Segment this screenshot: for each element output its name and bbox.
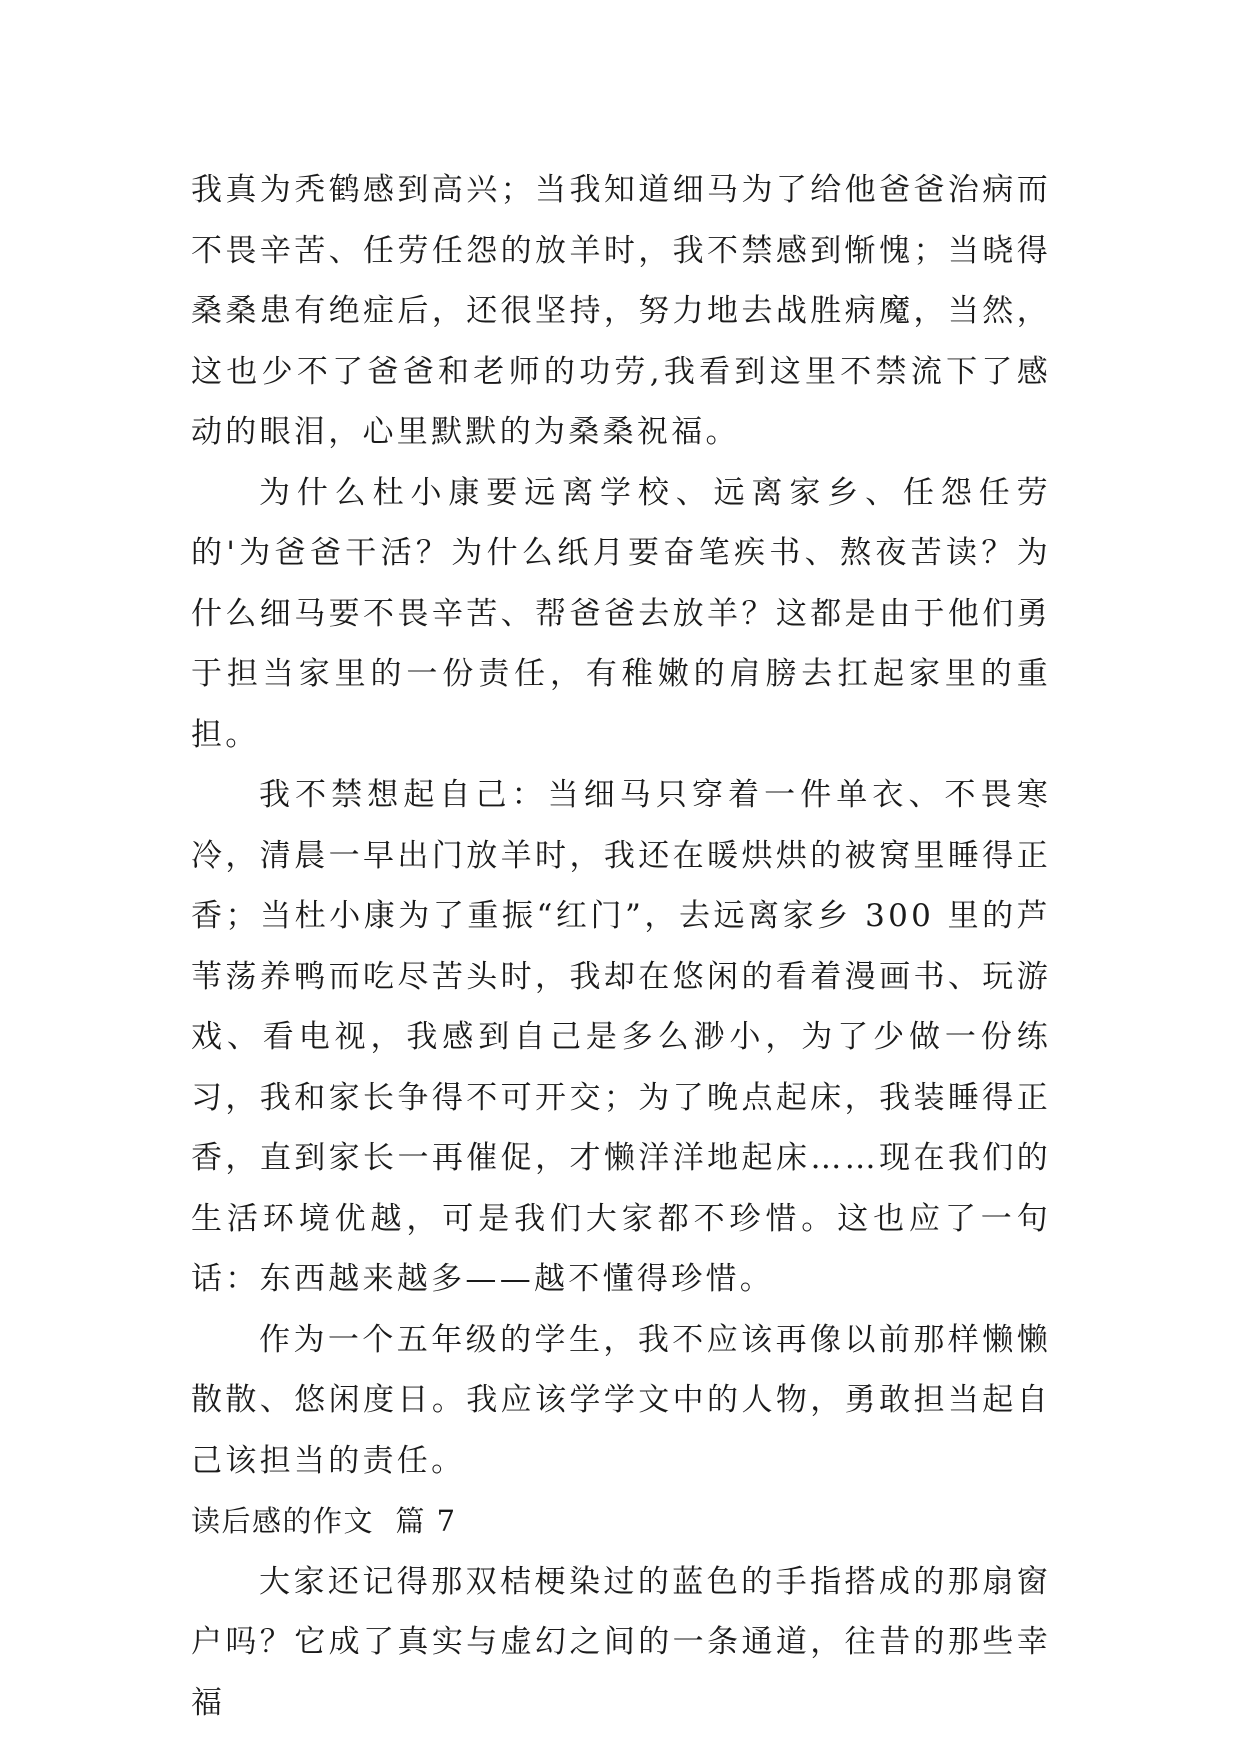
section-heading: 读后感的作文 篇 7: [191, 1504, 457, 1538]
paragraph: 大家还记得那双桔梗染过的蓝色的手指搭成的那扇窗户吗？它成了真实与虚幻之间的一条通道，往昔的那些幸福: [191, 1563, 1051, 1721]
paragraph: 为什么杜小康要远离学校、远离家乡、任怨任劳的'为爸爸干活？为什么纸月要奋笔疾书、熬夜苦读？为什么细马要不畏辛苦、帮爸爸去放羊？这都是由于他们勇于担当家里的一份责任，有稚嫩的肩膀去扛起家里的重担。: [191, 474, 1051, 753]
paragraph: 我不禁想起自己：当细马只穿着一件单衣、不畏寒冷，清晨一早出门放羊时，我还在暖烘烘的被窝里睡得正香；当杜小康为了重振“红门”，去远离家乡 300 里的芦苇荡养鸭而吃尽苦头时，我却在悠闲的看着漫画书、玩游戏、看电视，我感到自己是多么渺小，为了少做一份练习，我和家长争得不可开交；为了晚点起床，我装睡得正香，直到家长一再催促，才懒洋洋地起床……现在我们的生活环境优越，可是我们大家都不珍惜。这也应了一句话：东西越来越多——越不懂得珍惜。: [191, 777, 1051, 1297]
document-body: [191, 160, 1051, 1733]
paragraph: 作为一个五年级的学生，我不应该再像以前那样懒懒散散、悠闲度日。我应该学学文中的人物，勇敢担当起自己该担当的责任。: [191, 1321, 1051, 1479]
paragraph: 我真为秃鹤感到高兴；当我知道细马为了给他爸爸治病而不畏辛苦、任劳任怨的放羊时，我不禁感到惭愧；当晓得桑桑患有绝症后，还很坚持，努力地去战胜病魔，当然，这也少不了爸爸和老师的功劳,我看到这里不禁流下了感动的眼泪，心里默默的为桑桑祝福。: [191, 172, 1051, 450]
